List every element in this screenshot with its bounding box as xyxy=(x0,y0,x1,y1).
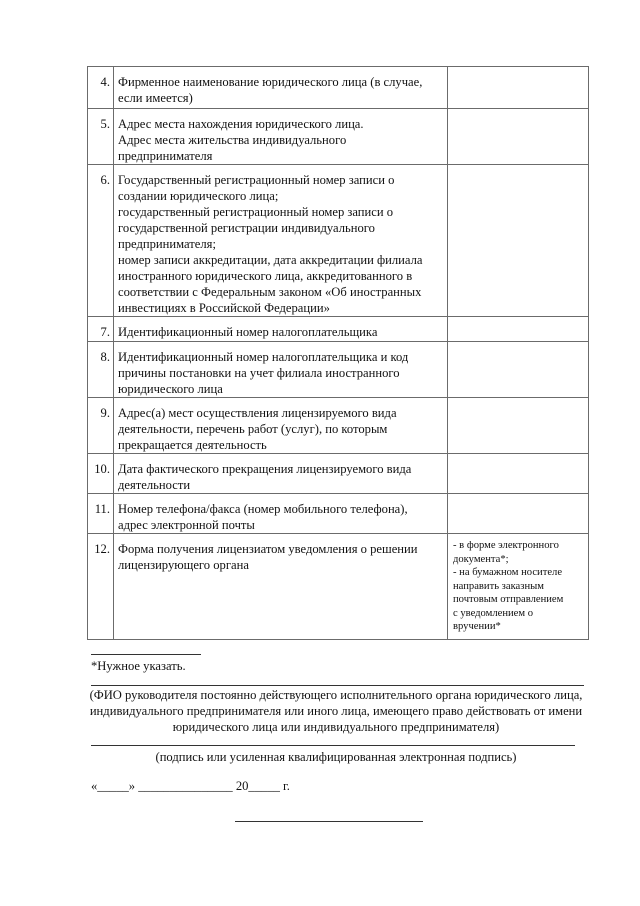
row-value-cell[interactable] xyxy=(448,342,589,398)
table-row xyxy=(88,67,589,109)
row-number: 7. xyxy=(88,317,114,342)
row-value-cell[interactable] xyxy=(448,494,589,534)
row-value-cell[interactable] xyxy=(448,317,589,342)
date-line[interactable]: «_____» _______________ 20_____ г. xyxy=(91,779,290,793)
table-row xyxy=(88,398,589,454)
row-description: Адрес места нахождения юридического лица. Адрес места жительства индивидуального предпринимателя xyxy=(114,109,448,165)
footnote-rule xyxy=(91,654,201,655)
table-row xyxy=(88,317,589,342)
application-table xyxy=(87,66,589,640)
table-row xyxy=(88,494,589,534)
row-description: Идентификационный номер налогоплательщика и код причины постановки на учет филиала иностранного юридического лица xyxy=(114,342,448,398)
signature-line[interactable] xyxy=(91,745,575,746)
row-value-cell[interactable] xyxy=(448,165,589,317)
row-number: 4. xyxy=(88,67,114,109)
signature-caption: (подпись или усиленная квалифицированная электронная подпись) xyxy=(155,750,517,764)
table-row xyxy=(88,534,589,640)
table-row xyxy=(88,342,589,398)
row-number: 5. xyxy=(88,109,114,165)
row-number: 8. xyxy=(88,342,114,398)
footnote: *Нужное указать. xyxy=(91,659,186,673)
row-number: 12. xyxy=(88,534,114,640)
row-value-cell[interactable] xyxy=(448,67,589,109)
row-number: 9. xyxy=(88,398,114,454)
delivery-method-options[interactable]: - в форме электронного документа*; - на бумажном носителе направить заказным почтовым отправлением с уведомлением о вручении* xyxy=(448,534,589,640)
row-description: Номер телефона/факса (номер мобильного телефона), адрес электронной почты xyxy=(114,494,448,534)
row-description: Фирменное наименование юридического лица (в случае, если имеется) xyxy=(114,67,448,109)
row-description: Идентификационный номер налогоплательщика xyxy=(114,317,448,342)
row-description: Форма получения лицензиатом уведомления о решении лицензирующего органа xyxy=(114,534,448,640)
row-number: 10. xyxy=(88,454,114,494)
signatory-name-line[interactable] xyxy=(91,685,584,686)
row-value-cell[interactable] xyxy=(448,398,589,454)
row-description: Дата фактического прекращения лицензируемого вида деятельности xyxy=(114,454,448,494)
row-value-cell[interactable] xyxy=(448,454,589,494)
table-row xyxy=(88,109,589,165)
row-description: Государственный регистрационный номер записи о создании юридического лица; государственный регистрационный номер записи о государственной регистрации индивидуального предпринимателя; номер записи аккредитации, дата аккредитации филиала иностранного юридического лица, аккредитованного в соответствии с Федеральным законом «Об иностранных инвестициях в Российской Федерации» xyxy=(114,165,448,317)
row-value-cell[interactable] xyxy=(448,109,589,165)
row-number: 11. xyxy=(88,494,114,534)
table-row xyxy=(88,165,589,317)
row-number: 6. xyxy=(88,165,114,317)
table-row xyxy=(88,454,589,494)
signatory-caption: (ФИО руководителя постоянно действующего исполнительного органа юридического лица, индивидуального предпринимателя или иного лица, имеющего право действовать от имени юридического лица или индивидуального предпринимателя) xyxy=(89,688,583,734)
bottom-signature-line[interactable] xyxy=(235,821,423,822)
row-description: Адрес(а) мест осуществления лицензируемого вида деятельности, перечень работ (услуг), по которым прекращается деятельность xyxy=(114,398,448,454)
